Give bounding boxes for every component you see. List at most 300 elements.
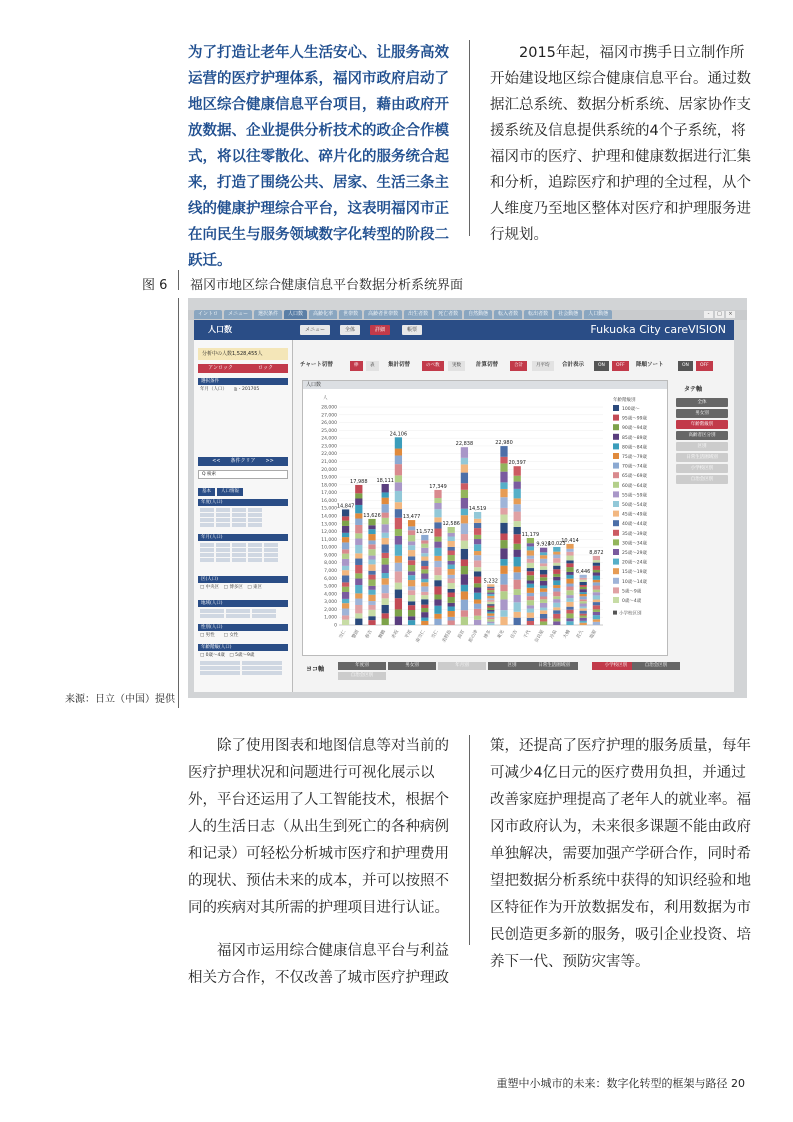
- bar-segment: [487, 602, 494, 604]
- bar-segment: [593, 602, 600, 605]
- bar-segment: [593, 622, 600, 625]
- bar-segment: [514, 512, 521, 522]
- legend-swatch: [613, 405, 619, 411]
- tab-8[interactable]: 死亡者数: [434, 310, 462, 319]
- bar-segment: [368, 519, 375, 525]
- app-title: 人口数: [194, 320, 292, 340]
- bar-segment: [540, 581, 547, 586]
- tab-11[interactable]: 転出者数: [524, 310, 552, 319]
- bar-segment: [355, 599, 362, 605]
- bar-segment: [382, 573, 389, 578]
- bar-segment: [395, 491, 402, 502]
- age-options[interactable]: □ 0歳〜4歳 □ 5歳〜9歳: [200, 653, 255, 658]
- bar-segment: [382, 613, 389, 618]
- data-label: 14,847: [336, 503, 355, 510]
- legend-swatch: [613, 578, 619, 584]
- legend-swatch: [613, 520, 619, 526]
- age-checkboxes[interactable]: [200, 661, 282, 675]
- bar-segment: [421, 569, 428, 573]
- y-tick-label: 5,000: [324, 584, 337, 590]
- bar-segment: [382, 553, 389, 558]
- bar-segment: [408, 545, 415, 550]
- bar-segment: [527, 563, 534, 568]
- bar-segment: [408, 520, 415, 526]
- bar-segment: [448, 611, 455, 617]
- bar-segment: [342, 603, 349, 608]
- bar-segment: [408, 590, 415, 595]
- bar-segment: [382, 533, 389, 538]
- bar-segment: [593, 556, 600, 560]
- bar-segment: [566, 598, 573, 602]
- bar-segment: [342, 516, 349, 520]
- data-label: 13,477: [402, 514, 421, 521]
- bar-segment: [593, 580, 600, 583]
- bar-segment: [500, 599, 507, 610]
- horizontal-axis-button-6[interactable]: 自治会区別: [632, 662, 680, 670]
- chart-bar-button[interactable]: 棒: [350, 361, 363, 371]
- bar-segment: [553, 558, 560, 563]
- section-age: 年齢階級(人口): [198, 644, 288, 651]
- selection-header: 選択条件: [198, 378, 288, 385]
- month-checkboxes[interactable]: [200, 543, 278, 562]
- bar-segment: [355, 605, 362, 613]
- bar-segment: [553, 577, 560, 581]
- sort-off-button[interactable]: OFF: [696, 361, 713, 371]
- bar-segment: [553, 607, 560, 610]
- bar-segment: [500, 482, 507, 489]
- y-tick-label: 1,000: [324, 615, 337, 621]
- bar-segment: [553, 580, 560, 585]
- bar-segment: [566, 613, 573, 618]
- bar-segment: [474, 609, 481, 616]
- tab-0[interactable]: イントロ: [194, 310, 222, 319]
- bar-segment: [553, 552, 560, 555]
- y-tick-label: 7,000: [324, 569, 337, 574]
- bar-segment: [593, 609, 600, 612]
- bar-segment: [421, 599, 428, 604]
- bar-segment: [487, 608, 494, 610]
- bar-segment: [368, 601, 375, 605]
- tab-7[interactable]: 出生者数: [404, 310, 432, 319]
- vertical-axis-button-0[interactable]: 全体: [676, 398, 728, 407]
- bar-segment: [514, 618, 521, 625]
- vertical-axis-button-1[interactable]: 男女別: [676, 409, 728, 418]
- bar-segment: [487, 613, 494, 615]
- x-tick-label: 高宮: [457, 629, 467, 640]
- bar-segment: [593, 612, 600, 615]
- bar-segment: [434, 529, 441, 537]
- tab-13[interactable]: 人口動態: [584, 310, 612, 319]
- bar-segment: [593, 570, 600, 573]
- bar-segment: [514, 544, 521, 550]
- bar-segment: [448, 617, 455, 621]
- bar-segment: [434, 522, 441, 528]
- tab-10[interactable]: 転入者数: [494, 310, 522, 319]
- tab-12[interactable]: 社会動態: [554, 310, 582, 319]
- section-gender: 性別(人口): [198, 624, 288, 631]
- close-icon[interactable]: ×: [726, 311, 735, 318]
- bar-segment: [540, 592, 547, 597]
- calc-average-button[interactable]: 月平均: [532, 361, 554, 371]
- legend-label: 45歳〜49歳: [622, 512, 647, 518]
- data-label: 24,106: [389, 431, 408, 438]
- x-tick-label: 春吉: [364, 629, 374, 640]
- bar-segment: [566, 587, 573, 591]
- bar-segment: [553, 592, 560, 597]
- area-checkboxes[interactable]: [200, 609, 276, 618]
- bar-segment: [448, 583, 455, 589]
- legend-swatch: [613, 597, 619, 603]
- bar-segment: [368, 620, 375, 625]
- bar-segment: [593, 586, 600, 590]
- app-header: [292, 320, 734, 340]
- bar-segment: [566, 549, 573, 552]
- tab-6[interactable]: 高齢者世帯数: [364, 310, 402, 319]
- bar-segment: [368, 571, 375, 575]
- bar-segment: [342, 615, 349, 619]
- bar-segment: [382, 538, 389, 544]
- bar-segment: [540, 610, 547, 614]
- filter-sidebar: [194, 340, 293, 692]
- bar-segment: [593, 605, 600, 609]
- bar-segment: [527, 584, 534, 588]
- vertical-axis-button-5[interactable]: 日常生活圏域別: [676, 453, 728, 462]
- bar-segment: [421, 595, 428, 599]
- bar-segment: [342, 542, 349, 549]
- bar-segment: [580, 611, 587, 614]
- minimize-icon[interactable]: -: [704, 311, 713, 318]
- total-count: 分析中の人数1,528,455人: [198, 348, 288, 360]
- bar-segment: [593, 572, 600, 575]
- y-tick-label: 20,000: [321, 467, 337, 473]
- bar-segment: [580, 585, 587, 587]
- column-divider-top: [469, 40, 470, 236]
- bar-segment: [421, 579, 428, 582]
- bar-segment: [553, 566, 560, 570]
- bar-segment: [355, 499, 362, 505]
- bar-segment: [408, 571, 415, 575]
- tab-1[interactable]: メニュー: [224, 310, 252, 319]
- vertical-axis-button-6[interactable]: 小学校区別: [676, 464, 728, 473]
- vertical-axis-panel: [670, 380, 734, 654]
- figure-left-rule: [178, 298, 179, 708]
- bar-segment: [434, 490, 441, 498]
- overall-button[interactable]: 全体: [340, 325, 360, 335]
- bar-segment: [500, 548, 507, 559]
- bar-segment: [553, 603, 560, 608]
- bar-segment: [434, 498, 441, 503]
- figure-source: 来源：日立（中国）提供: [65, 694, 175, 705]
- bar-segment: [395, 536, 402, 545]
- menu-button[interactable]: メニュー: [300, 325, 330, 335]
- legend-label: 90歳〜94歳: [622, 426, 647, 432]
- chart-table-button[interactable]: 表: [366, 361, 379, 371]
- bar-segment: [553, 547, 560, 552]
- unlock-button[interactable]: アンロック: [208, 365, 233, 371]
- report-button[interactable]: 帳票: [402, 325, 422, 335]
- bar-segment: [368, 559, 375, 564]
- tab-2[interactable]: 選択条件: [254, 310, 282, 319]
- agg-real-button[interactable]: 実数: [448, 361, 465, 371]
- x-tick-label: 美野島: [441, 629, 453, 644]
- bar-segment: [474, 604, 481, 609]
- legend-label: 65歳〜69歳: [622, 474, 647, 480]
- bar-segment: [408, 541, 415, 545]
- bar-segment: [368, 580, 375, 586]
- bar-segment: [500, 497, 507, 508]
- bar-segment: [527, 550, 534, 555]
- bar-segment: [408, 605, 415, 610]
- condition-clear-nav[interactable]: << 条件クリア >>: [198, 457, 288, 466]
- tab-3[interactable]: 人口数: [284, 310, 307, 319]
- bar-segment: [421, 548, 428, 553]
- x-tick-label: 平尾: [404, 629, 414, 640]
- column-divider-bottom: [469, 735, 470, 945]
- legend-swatch: [613, 539, 619, 545]
- bar-segment: [474, 551, 481, 555]
- legend-label: 0歳〜4歳: [622, 599, 642, 604]
- bar-segment: [355, 613, 362, 618]
- top-right-paragraph: [490, 40, 752, 248]
- bar-segment: [395, 502, 402, 509]
- bar-segment: [421, 574, 428, 579]
- horizontal-axis-button-1[interactable]: 男女別: [388, 662, 436, 670]
- bar-segment: [368, 534, 375, 540]
- bar-segment: [448, 550, 455, 555]
- bar-segment: [500, 566, 507, 574]
- bottom-left-paragraph-1: 除了使用图表和地图信息等对当前的医疗护理状况和问题进行可视化展示以外，平台还运用了人工智能技术，根据个人的生活日志（从出生到死亡的各种病例和记录）可轻松分析城市医疗和护理费用的现状、预估未来的成本，并可以按照不同的疾病对其所需的护理项目进行认证。: [188, 738, 449, 916]
- bar-segment: [395, 590, 402, 599]
- bar-segment: [408, 601, 415, 605]
- y-tick-label: 14,000: [321, 514, 337, 520]
- bar-segment: [395, 509, 402, 518]
- bar-segment: [461, 509, 468, 516]
- y-tick-label: 0: [334, 623, 337, 629]
- gender-options[interactable]: □ 男性 □ 女性: [200, 633, 239, 638]
- legend-label: 95歳〜99歳: [622, 416, 647, 422]
- bar-segment: [527, 543, 534, 546]
- vertical-axis-button-7[interactable]: 自治会区別: [676, 475, 728, 484]
- vertical-axis-button-3[interactable]: 高齢者区分別: [676, 431, 728, 440]
- bar-segment: [540, 574, 547, 577]
- bar-segment: [593, 566, 600, 570]
- bar-segment: [355, 539, 362, 545]
- bar-segment: [382, 498, 389, 504]
- bar-segment: [553, 569, 560, 574]
- bar-segment: [434, 542, 441, 548]
- bar-segment: [448, 589, 455, 593]
- bar-segment: [487, 604, 494, 606]
- bar-segment: [395, 449, 402, 456]
- bar-segment: [500, 463, 507, 471]
- bar-segment: [342, 570, 349, 575]
- bar-segment: [461, 534, 468, 541]
- bar-segment: [448, 536, 455, 541]
- bar-segment: [461, 591, 468, 599]
- bar-segment: [408, 616, 415, 620]
- bar-segment: [553, 610, 560, 614]
- bar-segment: [593, 563, 600, 566]
- bar-segment: [566, 595, 573, 598]
- bar-segment: [527, 621, 534, 625]
- legend-label: 25歳〜29歳: [622, 551, 647, 556]
- bar-segment: [500, 523, 507, 534]
- fiscal-year-checkboxes[interactable]: [200, 508, 262, 527]
- x-tick-label: 塩原: [589, 629, 599, 640]
- district-options[interactable]: □ 中央区 □ 博多区 □ 東区: [200, 585, 263, 590]
- bar-segment: [527, 575, 534, 580]
- maximize-icon[interactable]: □: [715, 311, 724, 318]
- horizontal-axis-button-2[interactable]: 年月別: [438, 662, 486, 670]
- bar-segment: [368, 540, 375, 544]
- bar-segment: [382, 598, 389, 604]
- bar-segment: [421, 605, 428, 608]
- bar-segment: [580, 603, 587, 606]
- bar-segment: [355, 493, 362, 498]
- bar-segment: [461, 447, 468, 458]
- total-display-label: 合計表示: [562, 362, 585, 368]
- sort-on-button[interactable]: ON: [678, 361, 693, 371]
- data-label: 12,586: [442, 521, 460, 528]
- tab-4[interactable]: 高齢化率: [309, 310, 337, 319]
- calc-total-button[interactable]: 合計: [510, 361, 527, 371]
- bar-segment: [474, 512, 481, 519]
- legend-swatch: [613, 587, 619, 593]
- bottom-left-paragraph-2: 福冈市运用综合健康信息平台与利益相关方合作，不仅改善了城市医疗护理政: [188, 943, 449, 986]
- data-label: 22,838: [455, 441, 474, 448]
- bar-segment: [514, 612, 521, 618]
- lock-toggle: [198, 364, 288, 373]
- bar-segment: [382, 504, 389, 512]
- y-tick-label: 11,000: [321, 537, 337, 543]
- horizontal-axis-button-4[interactable]: 日常生活圏域別: [530, 662, 578, 670]
- calc-switch-label: 計算切替: [476, 362, 499, 368]
- lead-text: 为了打造让老年人生活安心、让服务高效运营的医疗护理体系，福冈市政府启动了地区综合健康信息平台项目，藉由政府开放数据、企业提供分析技术的政企合作模式，将以往零散化、碎片化的服务统合起来，打造了围绕公共、居家、生活三条主线的健康护理综合平台，这表明福冈市正在向民生与服务领域数字化转型的阶段二跃迁。: [188, 45, 449, 269]
- bar-segment: [448, 597, 455, 603]
- bar-segment: [382, 585, 389, 593]
- vertical-axis-title: タテ軸: [684, 386, 703, 393]
- data-label: 13,626: [363, 512, 381, 519]
- vertical-axis-button-2[interactable]: 年齢階級別: [676, 420, 728, 429]
- tab-9[interactable]: 自然動態: [464, 310, 492, 319]
- y-tick-label: 17,000: [321, 491, 337, 497]
- brand-logo: Fukuoka City careVISION: [590, 323, 726, 336]
- bar-segment: [487, 611, 494, 613]
- bar-segment: [487, 619, 494, 621]
- horizontal-axis-button-0[interactable]: 年度別: [338, 662, 386, 670]
- bar-segment: [448, 561, 455, 565]
- data-label: 20,397: [508, 460, 526, 467]
- bar-segment: [342, 559, 349, 566]
- bar-segment: [395, 556, 402, 563]
- bar-segment: [461, 523, 468, 534]
- bar-segment: [553, 621, 560, 625]
- bar-segment: [500, 508, 507, 515]
- bar-segment: [580, 592, 587, 594]
- bar-segment: [368, 564, 375, 570]
- bar-segment: [474, 593, 481, 600]
- bar-segment: [474, 555, 481, 560]
- bar-segment: [448, 527, 455, 533]
- bar-segment: [448, 578, 455, 583]
- bar-segment: [342, 549, 349, 553]
- bar-segment: [487, 588, 494, 590]
- figure-screenshot: [188, 298, 747, 698]
- vertical-axis-button-4[interactable]: 区別: [676, 442, 728, 451]
- bar-segment: [487, 606, 494, 608]
- data-label: 10,414: [561, 537, 579, 544]
- horizontal-axis-button-5[interactable]: 小学校区別: [592, 662, 640, 670]
- bar-segment: [342, 587, 349, 592]
- bar-segment: [342, 509, 349, 516]
- bar-segment: [382, 544, 389, 552]
- total-on-button[interactable]: ON: [594, 361, 609, 371]
- bar-segment: [434, 594, 441, 599]
- search-input[interactable]: Q 検索: [198, 470, 288, 479]
- bar-segment: [434, 599, 441, 605]
- tab-population-info[interactable]: 人口情報: [217, 488, 243, 496]
- data-label: 14,519: [468, 505, 487, 512]
- bar-segment: [382, 558, 389, 564]
- bar-segment: [580, 575, 587, 578]
- bar-segment: [500, 515, 507, 523]
- bar-segment: [566, 618, 573, 621]
- bar-segment: [514, 489, 521, 499]
- bar-segment: [395, 563, 402, 572]
- bar-segment: [553, 563, 560, 566]
- bar-segment: [514, 595, 521, 602]
- bar-segment: [487, 598, 494, 600]
- tab-basic[interactable]: 基本: [198, 488, 215, 496]
- bar-segment: [514, 602, 521, 612]
- page-footer: [497, 1075, 746, 1091]
- agg-count-button[interactable]: のべ数: [422, 361, 444, 371]
- bar-segment: [527, 605, 534, 608]
- detail-button[interactable]: 詳細: [370, 325, 390, 335]
- legend-swatch: [613, 549, 619, 555]
- bar-segment: [553, 599, 560, 603]
- tab-5[interactable]: 世帯数: [339, 310, 362, 319]
- bar-segment: [421, 553, 428, 556]
- bar-segment: [408, 526, 415, 530]
- bar-segment: [540, 603, 547, 608]
- data-label: 10,023: [548, 540, 566, 547]
- legend-label: 50歳〜54歳: [622, 503, 647, 508]
- horizontal-axis-button-7[interactable]: 自治会区別: [338, 672, 386, 680]
- total-off-button[interactable]: OFF: [612, 361, 629, 371]
- bar-segment: [474, 567, 481, 571]
- bar-segment: [434, 517, 441, 522]
- data-label: 11,572: [416, 528, 434, 535]
- bar-segment: [395, 616, 402, 625]
- bar-segment: [434, 503, 441, 509]
- bar-segment: [355, 579, 362, 585]
- horizontal-axis-button-3[interactable]: 区別: [488, 662, 536, 670]
- bar-segment: [527, 609, 534, 613]
- legend-swatch: [613, 443, 619, 449]
- bar-segment: [368, 590, 375, 595]
- x-tick-label: 若久: [576, 629, 585, 640]
- bar-segment: [593, 582, 600, 585]
- bar-segment: [368, 575, 375, 580]
- bar-segment: [514, 482, 521, 489]
- legend-label: 35歳〜39歳: [622, 531, 647, 537]
- bar-segment: [580, 601, 587, 603]
- y-tick-label: 16,000: [321, 498, 337, 504]
- lock-button[interactable]: ロック: [258, 365, 273, 371]
- bar-segment: [580, 623, 587, 625]
- chart-panel-title: 人口数: [303, 381, 667, 389]
